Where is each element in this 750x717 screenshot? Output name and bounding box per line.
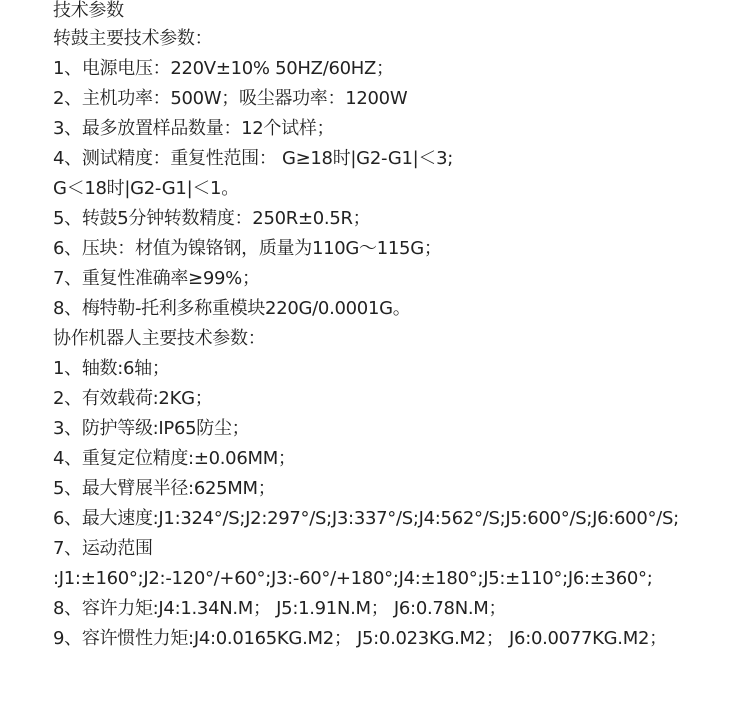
drum-param-power: 2、主机功率：500W；吸尘器功率：1200W — [53, 88, 408, 109]
robot-param-protection: 3、防护等级:IP65防尘； — [53, 418, 250, 439]
drum-param-precision: 4、测试精度：重复性范围： G≥18时|G2-G1|＜3; — [53, 148, 454, 169]
robot-param-motion-range: 7、运动范围 — [53, 538, 153, 559]
robot-param-reach: 5、最大臂展半径:625MM； — [53, 478, 276, 499]
robot-param-max-speed: 6、最大速度:J1:324°/S;J2:297°/S;J3:337°/S;J4:562°/S;J5:600°/S;J6:600°/S; — [53, 508, 679, 529]
drum-parameters-heading: 转鼓主要技术参数： — [53, 28, 213, 49]
robot-param-axes: 1、轴数:6轴； — [53, 358, 170, 379]
drum-param-repeatability: 7、重复性准确率≥99%； — [53, 268, 260, 289]
section-title: 技术参数 — [53, 0, 124, 21]
robot-param-payload: 2、有效载荷:2KG； — [53, 388, 213, 409]
robot-param-repeat-positioning: 4、重复定位精度:±0.06MM； — [53, 448, 296, 469]
robot-parameters-heading: 协作机器人主要技术参数： — [53, 328, 266, 349]
robot-param-motion-range-values: :J1:±160°;J2:-120°/+60°;J3:-60°/+180°;J4:±180°;J5:±110°;J6:±360°; — [53, 568, 653, 589]
drum-param-sample-count: 3、最多放置样品数量：12个试样； — [53, 118, 335, 139]
drum-param-weighing-module: 8、梅特勒-托利多称重模块220G/0.0001G。 — [53, 298, 411, 319]
robot-param-allowable-inertia: 9、容许惯性力矩:J4:0.0165KG.M2； J5:0.023KG.M2； J6:0.0077KG.M2； — [53, 628, 667, 649]
drum-param-rotation-accuracy: 5、转鼓5分钟转数精度：250R±0.5R； — [53, 208, 371, 229]
technical-parameters-document — [53, 0, 743, 654]
robot-param-allowable-torque: 8、容许力矩:J4:1.34N.M； J5:1.91N.M； J6:0.78N.M； — [53, 598, 507, 619]
drum-param-precision-continued: G＜18时|G2-G1|＜1。 — [53, 178, 239, 199]
drum-param-power-voltage: 1、电源电压：220V±10% 50HZ/60HZ； — [53, 58, 394, 79]
drum-param-press-block: 6、压块：材值为镍铬钢，质量为110G～115G； — [53, 238, 442, 259]
